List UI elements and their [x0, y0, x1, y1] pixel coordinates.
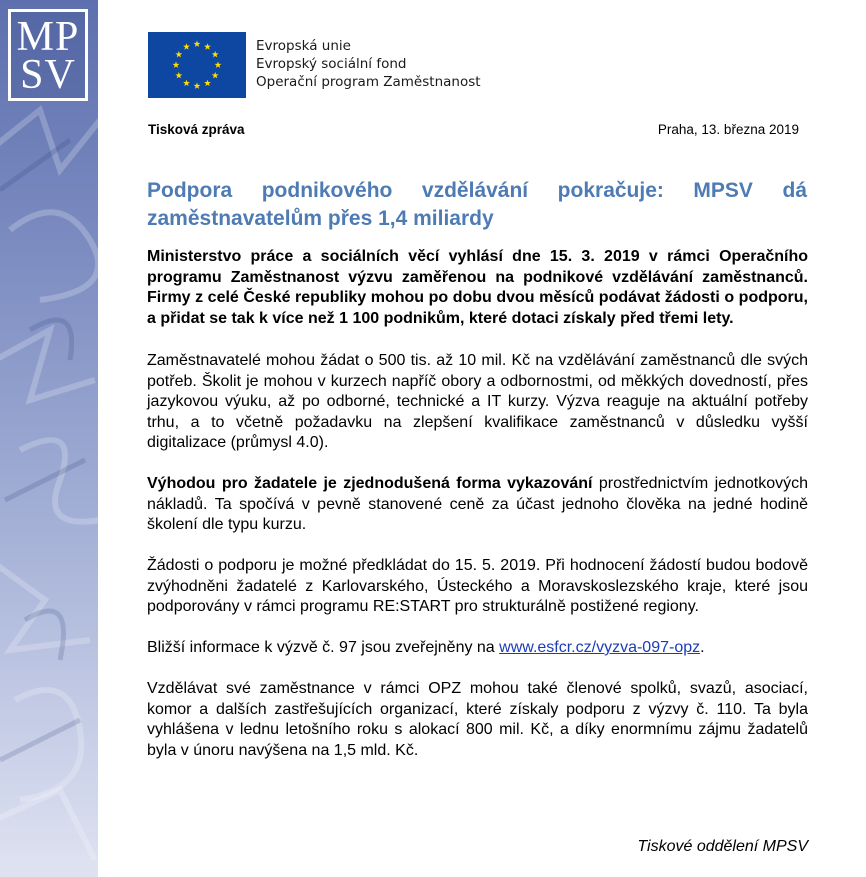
- eu-programme-text: [256, 37, 481, 91]
- paragraph-4: [147, 638, 808, 659]
- eu-star-icon: [173, 61, 180, 68]
- eu-line-3: Operační program Zaměstnanost: [256, 74, 481, 90]
- paragraph-2: [147, 474, 808, 536]
- logo-line-1: MP: [16, 14, 80, 60]
- document-date: Praha, 13. března 2019: [657, 122, 799, 137]
- page-title: Podpora podnikového vzdělávání pokračuje: MPSV dá zaměstnavatelům přes 1,4 miliardy: [147, 179, 807, 230]
- eu-flag-icon: [148, 32, 246, 98]
- paragraph-4-end: .: [700, 639, 705, 656]
- paragraph-3: Žádosti o podporu je možné předkládat do 15. 5. 2019. Při hodnocení žádostí budou bodově zvýhodněni žadatelé z Karlovarského, Ústeckého a Moravskoslezského kraje, které jsou podporovány v rámci programu RE:START pro strukturálně postižené regiony.: [147, 557, 808, 615]
- esf-call-link[interactable]: www.esfcr.cz/vyzva-097-opz: [499, 639, 701, 656]
- paragraph-4-text: Bližší informace k výzvě č. 97 jsou zveřejněny na: [147, 639, 500, 656]
- paragraph-2-rest: prostřednictvím jednotkových nákladů. Ta spočívá v pevně stanovené ceně za účast jednoho člověka na jedné hodině školení dle typu kurzu.: [147, 475, 808, 533]
- eu-star-icon: [215, 61, 222, 68]
- eu-star-icon: [194, 40, 201, 47]
- eu-star-icon: [204, 80, 211, 87]
- lead-paragraph: Ministerstvo práce a sociálních věcí vyhlásí dne 15. 3. 2019 v rámci Operačního programu Zaměstnanost výzvu zaměřenou na podnikové vzdělávání zaměstnanců. Firmy z celé České republiky mohou po dobu dvou měsíců podávat žádosti o podporu, a přidat se tak k více než 1 100 podnikům, které dotaci získaly před třemi lety.: [147, 248, 808, 327]
- mpsv-logo: [8, 9, 88, 101]
- eu-star-icon: [175, 72, 182, 79]
- paragraph-2-bold: Výhodou pro žadatele je zjednodušená forma vykazování: [147, 475, 593, 492]
- eu-star-icon: [194, 82, 201, 89]
- eu-star-icon: [212, 51, 219, 58]
- side-decorative-band: [0, 0, 98, 877]
- logo-line-2: SV: [20, 52, 76, 98]
- paragraph-1: Zaměstnavatelé mohou žádat o 500 tis. až 10 mil. Kč na vzdělávání zaměstnanců dle svých potřeb. Školit je mohou v kurzech napříč obory a odbornostmi, od měkkých dovedností, přes jazykovou výuku, až po odborné, technické a IT kurzy. Výzva reaguje na aktuální potřeby trhu, a to včetně požadavku na zlepšení kvalifikace zaměstnanců v důsledku vyšší digitalizace (průmysl 4.0).: [147, 352, 808, 451]
- eu-star-icon: [175, 51, 182, 58]
- document-type-label: Tisková zpráva: [148, 122, 245, 137]
- eu-star-icon: [183, 80, 190, 87]
- press-release-body: [147, 247, 808, 782]
- eu-star-icon: [183, 43, 190, 50]
- press-department-signature: Tiskové oddělení MPSV: [637, 838, 808, 855]
- eu-line-1: Evropská unie: [256, 38, 351, 54]
- eu-star-icon: [204, 43, 211, 50]
- paragraph-5: Vzdělávat své zaměstnance v rámci OPZ mohou také členové spolků, svazů, asociací, komor a dalších zastřešujících organizací, které získaly podporu z výzvy č. 110. Ta byla vyhlášena v lednu letošního roku s alokací 800 mil. Kč, a díky enormnímu zájmu žadatelů byla v únoru navýšena na 1,5 mld. Kč.: [147, 680, 808, 759]
- eu-line-2: Evropský sociální fond: [256, 56, 407, 72]
- eu-star-icon: [212, 72, 219, 79]
- letter-pattern-decoration: [0, 0, 98, 877]
